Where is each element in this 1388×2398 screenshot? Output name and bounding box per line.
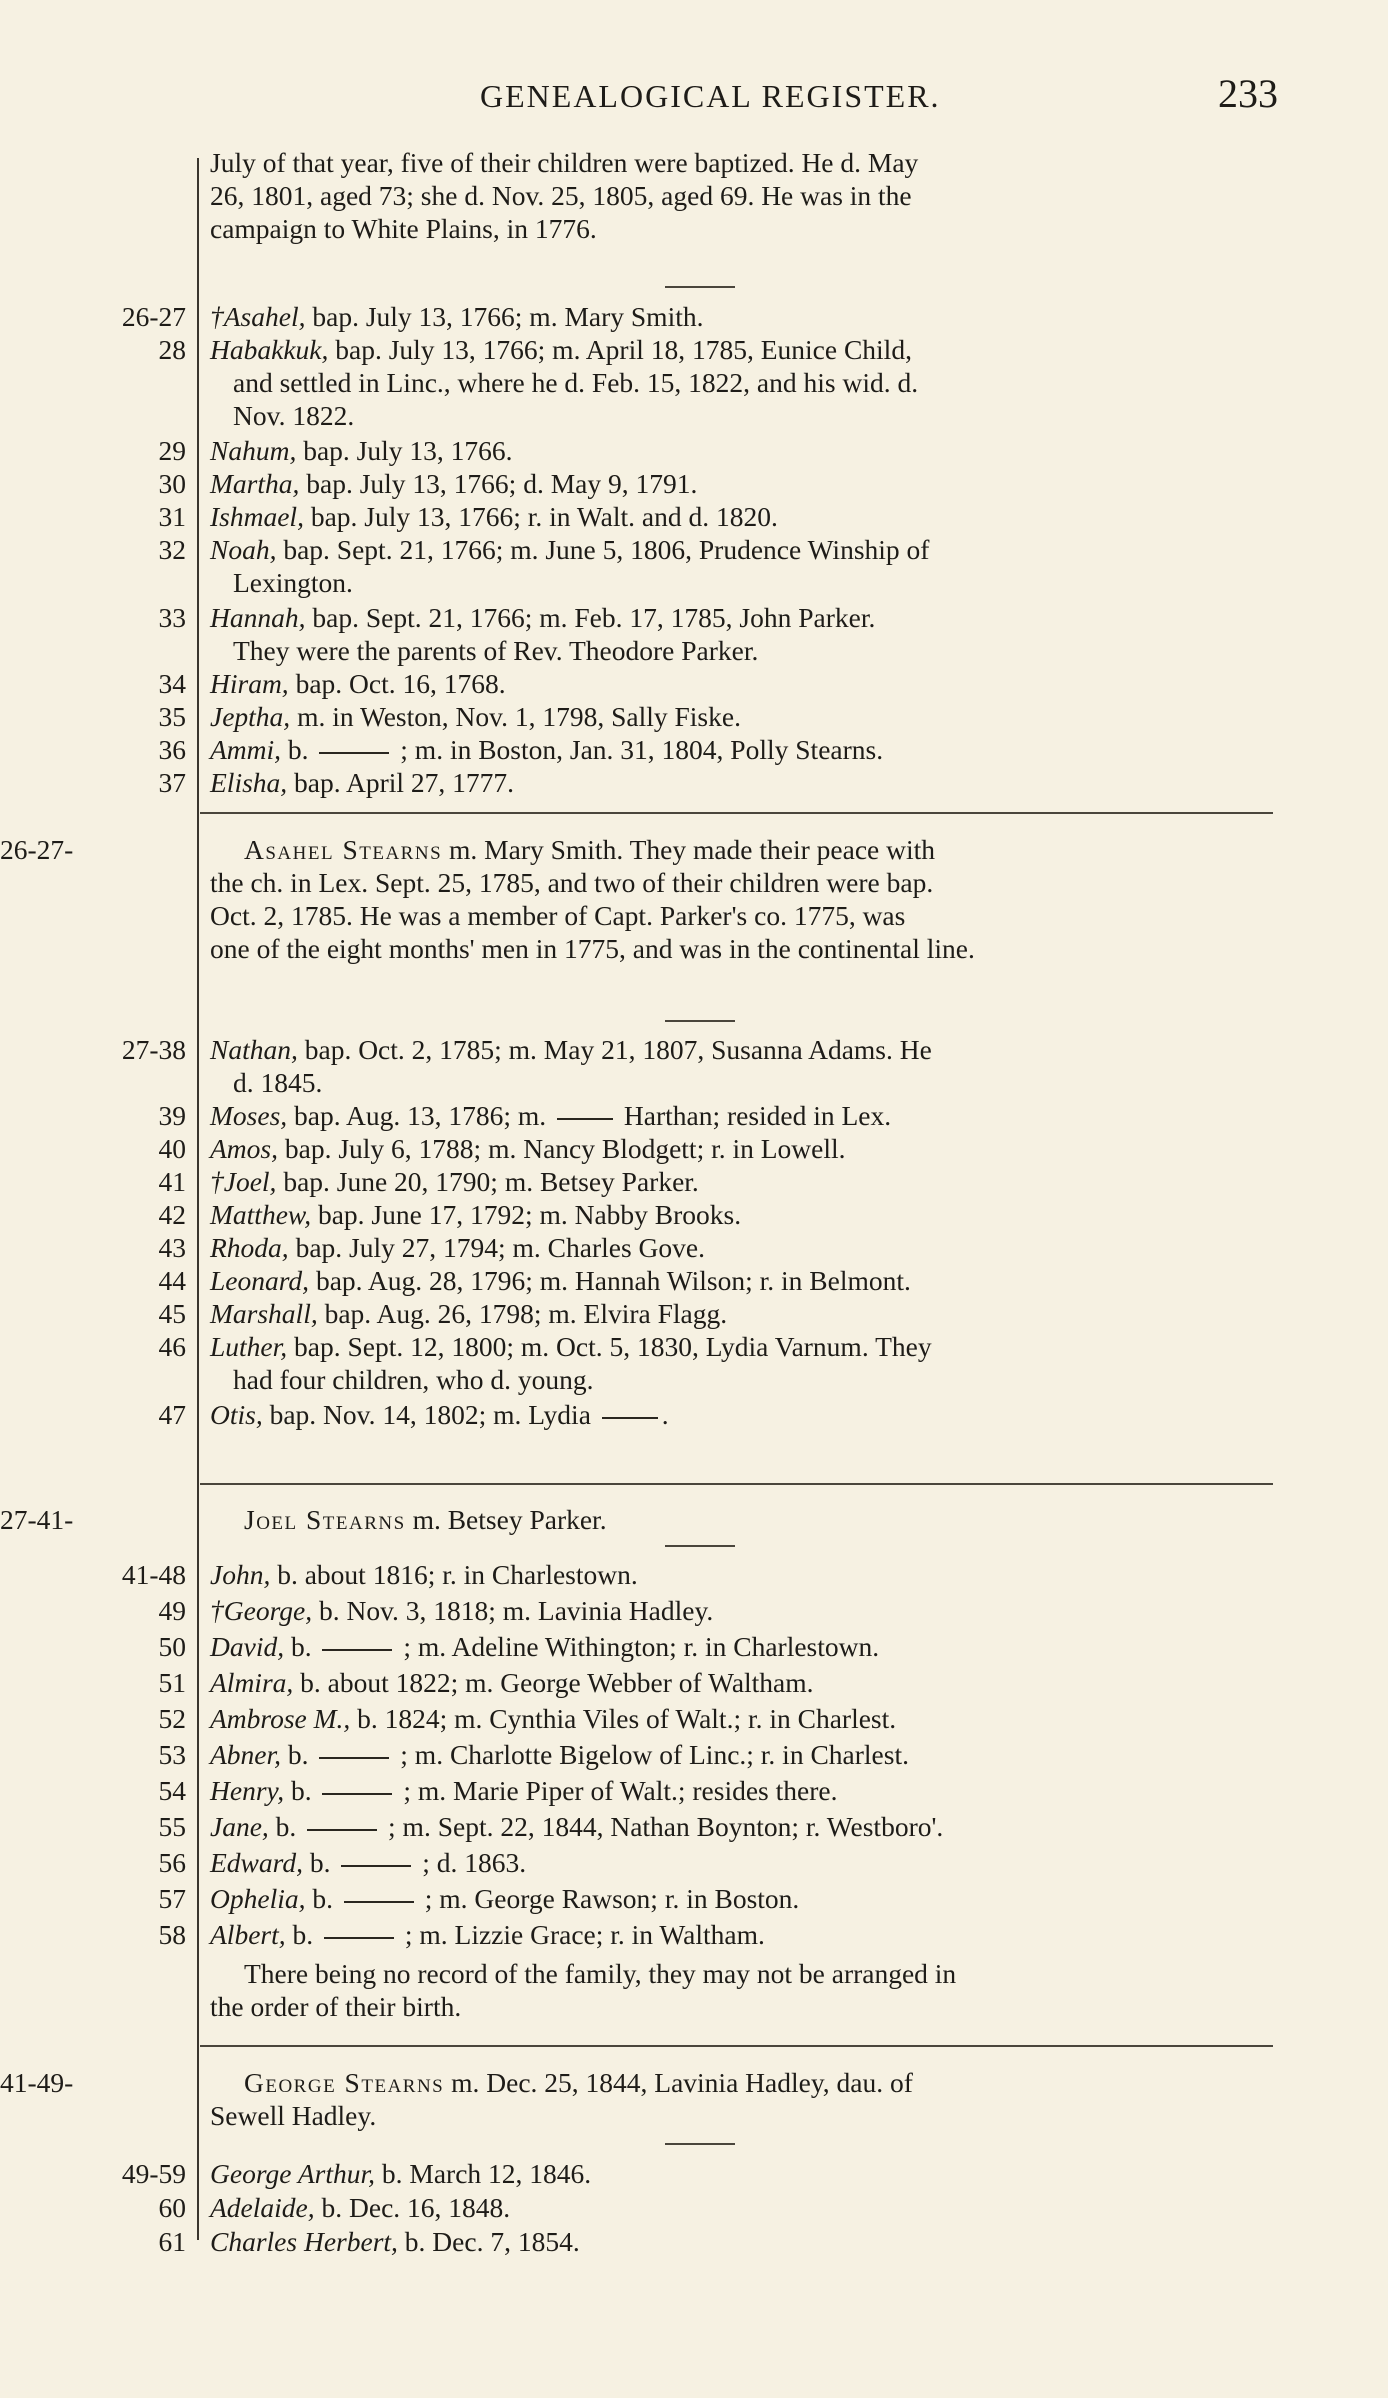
section-divider-short [665,2143,735,2145]
unknown-name-dash [602,1417,658,1419]
entry-continuation: Lexington. [233,567,353,598]
entry-number: 36 [158,734,186,765]
entry-line [210,1398,669,1431]
page-title: GENEALOGICAL REGISTER. [480,78,941,114]
entry-number: 60 [158,2192,186,2223]
entry-text: b. Nov. 3, 1818; m. Lavinia Hadley. [312,1595,714,1626]
child-name: †Asahel, [210,301,306,332]
child-name: Rhoda, [210,1232,289,1263]
child-name: Elisha, [210,767,288,798]
entry-line [210,667,506,700]
entry-text: ; m. George Rawson; r. in Boston. [417,1883,800,1914]
entry-line [210,467,697,500]
entry-line [210,1231,705,1264]
entry-text: b. [284,1775,319,1806]
entry-line [210,1264,911,1297]
entry-line [210,2157,591,2190]
child-name: Marshall, [210,1298,318,1329]
entry-number: 43 [158,1232,186,1263]
child-name: David, [210,1631,285,1662]
entry-text: b. March 12, 1846. [375,2158,592,2189]
child-name: Matthew, [210,1199,312,1230]
entry-line [210,1198,741,1231]
entry-text: Harthan; resided in Lex. [617,1100,892,1131]
family-number: 26-27- [0,834,74,865]
entry-line [210,733,883,766]
child-name: Martha, [210,468,300,499]
entry-text: ; m. in Boston, Jan. 31, 1804, Polly Stearns. [393,734,884,765]
page-number: 233 [1218,71,1278,116]
section-divider [200,2045,1273,2047]
entry-number: 30 [158,468,186,499]
entry-text: bap. July 13, 1766; d. May 9, 1791. [299,468,698,499]
entry-number: 46 [158,1331,186,1362]
entry-number: 37 [158,767,186,798]
child-name: Jeptha, [210,701,291,732]
family-head-name: Joel Stearns [244,1504,406,1535]
entry-text: bap. Aug. 26, 1798; m. Elvira Flagg. [317,1298,728,1329]
entry-text: ; m. Charlotte Bigelow of Linc.; r. in Charlest. [393,1739,909,1770]
entry-text: bap. July 13, 1766; m. Mary Smith. [305,301,704,332]
entry-text: b. about 1816; r. in Charlestown. [270,1559,638,1590]
child-name: Ambrose M., [210,1703,351,1734]
entry-number: 35 [158,701,186,732]
entry-text: b. [305,1883,340,1914]
child-name: Almira, [210,1667,294,1698]
child-name: Nathan, [210,1034,298,1065]
child-name: Amos, [210,1133,278,1164]
child-name: Edward, [210,1847,303,1878]
entry-line [210,2225,580,2258]
entry-number: 42 [158,1199,186,1230]
entry-line [210,2191,510,2224]
child-name: Luther, [210,1331,288,1362]
child-name: Henry, [210,1775,285,1806]
child-name: Leonard, [210,1265,310,1296]
entry-line [210,1330,932,1363]
entry-text: b. 1824; m. Cynthia Viles of Walt.; r. in Charlest. [350,1703,897,1734]
child-name: Charles Herbert, [210,2226,398,2257]
entry-line [210,1810,943,1843]
entry-number: 51 [158,1667,186,1698]
entry-text: b. about 1822; m. George Webber of Waltham. [293,1667,814,1698]
entry-number: 41-48 [121,1559,186,1590]
entry-number: 27-38 [121,1034,186,1065]
entry-text: m. in Weston, Nov. 1, 1798, Sally Fiske. [290,701,741,732]
entry-text: bap. Aug. 28, 1796; m. Hannah Wilson; r. in Belmont. [309,1265,911,1296]
entry-line [210,700,741,733]
entry-line [210,1702,896,1735]
section-divider-short [665,1020,735,1022]
child-name: Habakkuk, [210,334,329,365]
family-text: m. Mary Smith. They made their peace with [442,834,935,865]
entry-line [210,766,514,799]
section-divider-short [665,286,735,288]
child-name: Hiram, [210,668,289,699]
entry-text: bap. June 20, 1790; m. Betsey Parker. [276,1166,699,1197]
entry-number: 29 [158,435,186,466]
family-text: m. Dec. 25, 1844, Lavinia Hadley, dau. of [444,2067,913,2098]
entry-text: b. [302,1847,338,1878]
entry-line [210,1099,891,1132]
entry-number: 44 [158,1265,186,1296]
section-divider-short [665,1545,735,1547]
unknown-name-dash [557,1118,613,1120]
entry-number: 57 [158,1883,186,1914]
entry-line [210,601,875,634]
unknown-date-dash [324,1937,394,1939]
unknown-date-dash [341,1865,411,1867]
entry-line [210,1882,799,1915]
child-name: Ophelia, [210,1883,306,1914]
entry-continuation: d. 1845. [233,1067,323,1098]
entry-number: 55 [158,1811,186,1842]
entry-line [210,1918,765,1951]
family-head-line [244,833,935,866]
entry-line [210,1630,879,1663]
entry-text: bap. Sept. 21, 1766; m. June 5, 1806, Prudence Winship of [276,534,930,565]
entry-line [210,434,513,467]
entry-text: b. [268,1811,304,1842]
entry-line [210,1666,814,1699]
family-head-name: Asahel Stearns [244,834,443,865]
family-number: 27-41- [0,1504,74,1535]
entry-number: 47 [158,1399,186,1430]
family-note: the order of their birth. [210,1991,462,2022]
entry-number: 41 [158,1166,186,1197]
entry-number: 56 [158,1847,186,1878]
family-head-name: George Stearns [244,2067,445,2098]
entry-number: 39 [158,1100,186,1131]
family-head-line [244,2066,913,2099]
entry-text: b. [281,1739,316,1770]
entry-text: bap. Sept. 12, 1800; m. Oct. 5, 1830, Lydia Varnum. They [287,1331,932,1362]
family-text: m. Betsey Parker. [405,1504,607,1535]
family-head-line [244,1503,607,1536]
entry-number: 49 [158,1595,186,1626]
entry-line [210,533,929,566]
entry-line [210,1132,846,1165]
entry-number: 26-27 [121,301,186,332]
entry-line [210,1558,638,1591]
intro-line: 26, 1801, aged 73; she d. Nov. 25, 1805, aged 69. He was in the [210,180,912,211]
child-name: Ammi, [210,734,282,765]
entry-text: b. [284,1631,319,1662]
child-name: John, [210,1559,271,1590]
entry-line [210,1297,727,1330]
entry-text: bap. July 27, 1794; m. Charles Gove. [288,1232,705,1263]
entry-text: ; m. Lizzie Grace; r. in Waltham. [398,1919,765,1950]
entry-number: 28 [158,334,186,365]
running-header [480,70,1300,120]
child-name: Jane, [210,1811,269,1842]
unknown-date-dash [322,1793,392,1795]
entry-text: bap. April 27, 1777. [287,767,515,798]
entry-continuation: Nov. 1822. [233,400,355,431]
entry-number: 58 [158,1919,186,1950]
family-note: There being no record of the family, they may not be arranged in [244,1958,957,1989]
entry-text: bap. July 13, 1766; m. April 18, 1785, Eunice Child, [328,334,912,365]
entry-text: ; d. 1863. [415,1847,527,1878]
entry-number: 53 [158,1739,186,1770]
entry-number: 49-59 [121,2158,186,2189]
unknown-date-dash [319,752,389,754]
child-name: †Joel, [210,1166,277,1197]
unknown-date-dash [319,1757,389,1759]
entry-line [210,1846,526,1879]
entry-text: bap. Aug. 13, 1786; m. [287,1100,553,1131]
entry-text: bap. Sept. 21, 1766; m. Feb. 17, 1785, John Parker. [305,602,876,633]
entry-line [210,1033,932,1066]
child-name: George Arthur, [210,2158,375,2189]
entry-number: 50 [158,1631,186,1662]
entry-text: ; m. Sept. 22, 1844, Nathan Boynton; r. Westboro'. [381,1811,944,1842]
entry-line [210,500,778,533]
entry-line [210,1738,909,1771]
child-name: Otis, [210,1399,263,1430]
child-name: †George, [210,1595,313,1626]
entry-number: 32 [158,534,186,565]
family-number: 41-49- [0,2067,74,2098]
entry-text: bap. July 13, 1766; r. in Walt. and d. 1820. [303,501,778,532]
entry-number: 52 [158,1703,186,1734]
entry-text: b. [281,734,316,765]
entry-number: 40 [158,1133,186,1164]
unknown-date-dash [307,1829,377,1831]
entry-text: b. Dec. 7, 1854. [397,2226,580,2257]
entry-text: . [661,1399,669,1430]
entry-text: bap. July 13, 1766. [296,435,513,466]
unknown-date-dash [344,1901,414,1903]
section-divider [200,812,1273,814]
entry-number: 34 [158,668,186,699]
entry-text: bap. July 6, 1788; m. Nancy Blodgett; r. in Lowell. [278,1133,846,1164]
entry-continuation: had four children, who d. young. [233,1364,594,1395]
entry-text: bap. June 17, 1792; m. Nabby Brooks. [311,1199,742,1230]
child-name: Abner, [210,1739,282,1770]
entry-number: 45 [158,1298,186,1329]
entry-continuation: They were the parents of Rev. Theodore Parker. [233,635,759,666]
entry-text: bap. Oct. 16, 1768. [288,668,506,699]
intro-line: July of that year, five of their children were baptized. He d. May [210,147,919,178]
family-text: one of the eight months' men in 1775, and was in the continental line. [210,933,975,964]
entry-continuation: and settled in Linc., where he d. Feb. 15, 1822, and his wid. d. [233,367,919,398]
entry-line [210,333,912,366]
entry-text: b. [285,1919,320,1950]
entry-number: 33 [158,602,186,633]
entry-number: 61 [158,2226,186,2257]
entry-line [210,1165,699,1198]
entry-text: bap. Nov. 14, 1802; m. Lydia [262,1399,598,1430]
entry-line [210,1774,837,1807]
family-text: Sewell Hadley. [210,2100,377,2131]
child-name: Noah, [210,534,277,565]
entry-line [210,300,703,333]
entry-text: ; m. Adeline Withington; r. in Charlestown. [396,1631,880,1662]
child-name: Adelaide, [210,2192,315,2223]
child-name: Albert, [210,1919,286,1950]
entry-text: b. Dec. 16, 1848. [314,2192,511,2223]
entry-text: ; m. Marie Piper of Walt.; resides there. [396,1775,838,1806]
entry-number: 54 [158,1775,186,1806]
entry-line [210,1594,713,1627]
unknown-date-dash [322,1649,392,1651]
section-divider [200,1483,1273,1485]
entry-number: 31 [158,501,186,532]
child-name: Moses, [210,1100,288,1131]
child-name: Ishmael, [210,501,304,532]
child-name: Hannah, [210,602,306,633]
column-rule [197,158,199,2240]
family-text: Oct. 2, 1785. He was a member of Capt. Parker's co. 1775, was [210,900,906,931]
child-name: Nahum, [210,435,297,466]
intro-line: campaign to White Plains, in 1776. [210,213,597,244]
entry-text: bap. Oct. 2, 1785; m. May 21, 1807, Susanna Adams. He [297,1034,932,1065]
family-text: the ch. in Lex. Sept. 25, 1785, and two of their children were bap. [210,867,934,898]
